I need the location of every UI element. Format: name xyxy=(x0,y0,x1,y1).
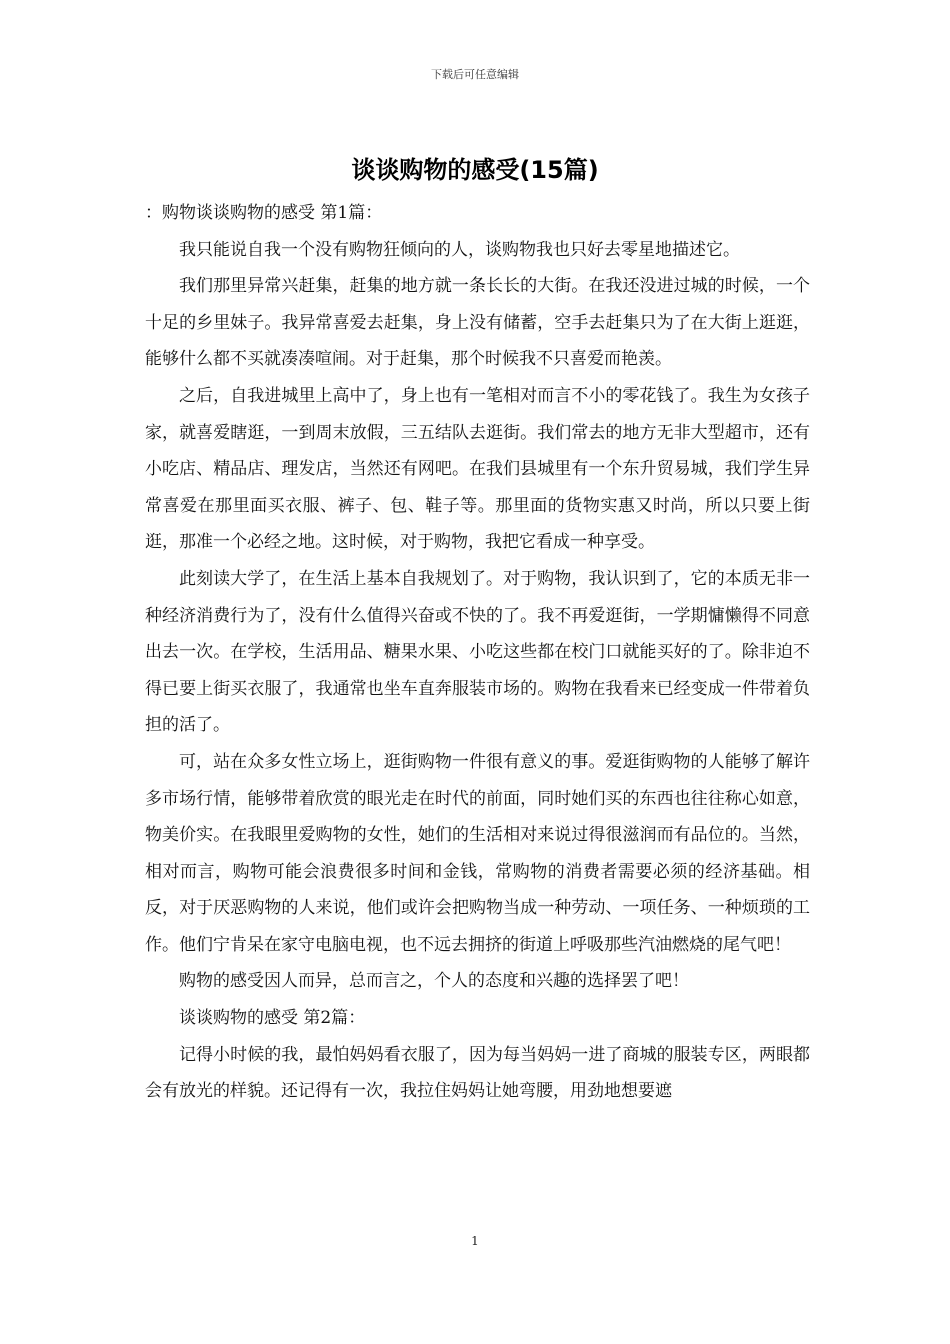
paragraph: 记得小时候的我，最怕妈妈看衣服了，因为每当妈妈一进了商城的服装专区，两眼都会有放光的样貌。还记得有一次，我拉住妈妈让她弯腰，用劲地想要遮 xyxy=(145,1044,810,1102)
paragraph: ：购物谈谈购物的感受 第1篇： xyxy=(145,203,383,223)
paragraph: 购物的感受因人而异，总而言之，个人的态度和兴趣的选择罢了吧！ xyxy=(179,971,689,992)
page-number: 1 xyxy=(471,1234,479,1248)
paragraph: 我们那里异常兴赶集，赶集的地方就一条长长的大街。在我还没进过城的时候，一个十足的乡里妹子。我异常喜爱去赶集，身上没有储蓄，空手去赶集只为了在大街上逛逛，能够什么都不买就凑凑喧闹。对于赶集，那个时候我不只喜爱而艳羡。 xyxy=(145,276,810,370)
paragraph: 此刻读大学了，在生活上基本自我规划了。对于购物，我认识到了，它的本质无非一种经济消费行为了，没有什么值得兴奋或不快的了。我不再爱逛街，一学期慵懒得不同意出去一次。在学校，生活用品、糖果水果、小吃这些都在校门口就能买好的了。除非迫不得已要上街买衣服了，我通常也坐车直奔服装市场的。购物在我看来已经变成一件带着负担的活了。 xyxy=(145,568,810,736)
paragraph: 可，站在众多女性立场上，逛街购物一件很有意义的事。爱逛街购物的人能够了解许多市场行情，能够带着欣赏的眼光走在时代的前面，同时她们买的东西也往往称心如意，物美价实。在我眼里爱购物的女性，她们的生活相对来说过得很滋润而有品位的。当然，相对而言，购物可能会浪费很多时间和金钱，常购物的消费者需要必须的经济基础。相反，对于厌恶购物的人来说，他们或许会把购物当成一种劳动、一项任务、一种烦琐的工作。他们宁肯呆在家守电脑电视，也不远去拥挤的街道上呼吸那些汽油燃烧的尾气吧！ xyxy=(145,751,810,955)
document-body xyxy=(145,195,810,1110)
section-heading: 谈谈购物的感受 第2篇： xyxy=(179,1008,366,1029)
document-title: 谈谈购物的感受(15篇) xyxy=(351,156,599,184)
paragraph: 我只能说自我一个没有购物狂倾向的人，谈购物我也只好去零星地描述它。 xyxy=(179,239,740,260)
paragraph: 之后，自我进城里上高中了，身上也有一笔相对而言不小的零花钱了。我生为女孩子家，就喜爱瞎逛，一到周末放假，三五结队去逛街。我们常去的地方无非大型超市，还有小吃店、精品店、理发店，当然还有网吧。在我们县城里有一个东升贸易城，我们学生异常喜爱在那里面买衣服、裤子、包、鞋子等。那里面的货物实惠又时尚，所以只要上街逛，那准一个必经之地。这时候，对于购物，我把它看成一种享受。 xyxy=(145,385,810,553)
header-note: 下载后可任意编辑 xyxy=(431,68,519,81)
